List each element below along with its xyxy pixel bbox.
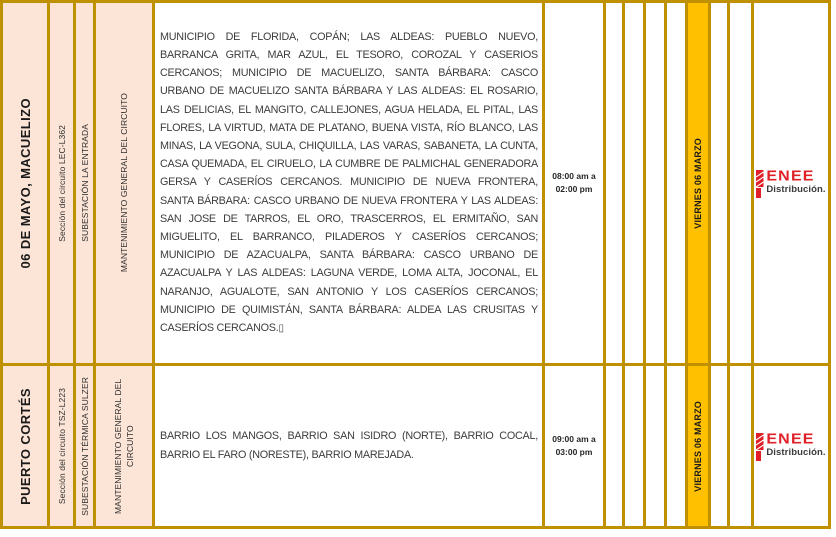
- day-cell: [688, 3, 708, 363]
- affected-areas-text: [160, 28, 538, 338]
- empty-cell: [667, 366, 685, 526]
- enee-tower-icon: [756, 433, 764, 461]
- schedule-from: 08:00 am a: [552, 171, 596, 181]
- circuit-section-cell: [50, 3, 73, 363]
- substation-cell: [76, 3, 93, 363]
- schedule-from: 09:00 am a: [552, 434, 596, 444]
- affected-areas-text: [160, 427, 538, 464]
- substation-label: SUBESTACIÓN LA ENTRADA: [79, 124, 90, 242]
- empty-cell: [711, 3, 727, 363]
- group-title-cell: [3, 366, 47, 526]
- logo-cell: [754, 3, 828, 363]
- enee-brand: ENEE: [766, 431, 815, 447]
- empty-cell: [667, 3, 685, 363]
- enee-division: Distribución.: [766, 183, 826, 195]
- schedule-to: 03:00 pm: [555, 447, 593, 457]
- day-cell: [688, 366, 708, 526]
- group-title-cell: [3, 3, 47, 363]
- logo-cell: [754, 366, 828, 526]
- empty-cell: [646, 366, 664, 526]
- affected-areas-cell: [155, 366, 542, 526]
- affected-areas-cell: [155, 3, 542, 363]
- empty-cell: [646, 3, 664, 363]
- enee-brand: ENEE: [766, 168, 815, 184]
- substation-cell: [76, 366, 93, 526]
- group-title: PUERTO CORTÉS: [17, 387, 33, 505]
- maintenance-type-cell: [96, 366, 152, 526]
- circuit-section-label: Sección del circuito TSZ-L223: [56, 387, 67, 505]
- enee-tower-icon: [756, 170, 764, 198]
- circuit-section-cell: [50, 366, 73, 526]
- enee-division: Distribución.: [766, 446, 826, 458]
- maintenance-type-label: MANTENIMIENTO GENERAL DEL CIRCUITO: [119, 93, 129, 273]
- empty-cell: [730, 366, 751, 526]
- schedule-to: 02:00 pm: [555, 184, 593, 194]
- empty-cell: [711, 366, 727, 526]
- day-label: VIERNES 06 MARZO: [693, 137, 703, 229]
- schedule-cell: [545, 366, 603, 526]
- enee-logo-text: [766, 169, 825, 195]
- empty-cell: [730, 3, 751, 363]
- enee-logo-text: [766, 432, 825, 458]
- affected-areas-body: MUNICIPIO DE FLORIDA, COPÁN; LAS ALDEAS: PUEBLO NUEVO, BARRANCA GRITA, MAR AZUL, EL TESORO, COROZAL Y CASERIOS CERCANOS; MUNICIPIO DE MACUELIZO, SANTA BÁRBARA: CASCO URBANO DE MACUELIZO SANTA BÁRBARA Y LAS ALDEAS: EL ROSARIO, LAS DELICIAS, EL MANGITO, CALLEJONES, AGUA HELADA, EL PITAL, LAS FLORES, LA VIRTUD, MATA DE PLATANO, BUENA VISTA, RÍO BLANCO, LAS MINAS, LA VEGONA, SULA, CHIQUILLA, LAS VARAS, SABANETA, LA CUNTA, CASA QUEMADA, EL CIRUELO, LA CUMBRE DE PALMICHAL GENERADORA GERSA Y CASERÍOS CERCANOS. MUNICIPIO DE NUEVA FRONTERA, SANTA BÁRBARA: CASCO URBANO DE NUEVA FRONTERA Y LAS ALDEAS: SAN JOSE DE TARROS, EL ORO, TRASCERROS, EL ERMITAÑO, SAN MIGUELITO, EL BARRANCO, PILADEROS Y CASERÍOS CERCANOS; MUNICIPIO DE AZACUALPA, SANTA BÁRBARA: CASCO URBANO DE AZACUALPA Y LAS ALDEAS: LAGUNA VERDE, LOMA ALTA, JOCONAL, EL NARANJO, AGUALOTE, SAN ANTONIO Y LOS CASERÍOS CERCANOS; MUNICIPIO DE QUIMISTÁN, SANTA BÁRBARA: ALDEA LAS CRUSITAS Y CASERÍOS CERCANOS.: [160, 30, 538, 335]
- schedule-cell: [545, 3, 603, 363]
- affected-areas-body: BARRIO LOS MANGOS, BARRIO SAN ISIDRO (NORTE), BARRIO COCAL, BARRIO EL FARO (NORESTE), BARRIO MAREJADA.: [160, 430, 538, 461]
- circuit-section-label: Sección del circuito LEC-L362: [56, 124, 67, 242]
- enee-logo: [756, 169, 825, 198]
- empty-cell: [625, 366, 643, 526]
- group-title: 06 DE MAYO, MACUELIZO: [17, 97, 33, 269]
- enee-logo: [756, 432, 825, 461]
- maintenance-type-cell: [96, 3, 152, 363]
- maintenance-type-label: MANTENIMIENTO GENERAL DEL CIRCUITO: [113, 378, 135, 514]
- empty-cell: [606, 3, 622, 363]
- empty-cell: [606, 366, 622, 526]
- day-label: VIERNES 06 MARZO: [693, 400, 703, 492]
- embedded-object-marker: ▯: [278, 323, 285, 335]
- empty-cell: [625, 3, 643, 363]
- substation-label: SUBESTACIÓN TÉRMICA SULZER: [79, 376, 90, 516]
